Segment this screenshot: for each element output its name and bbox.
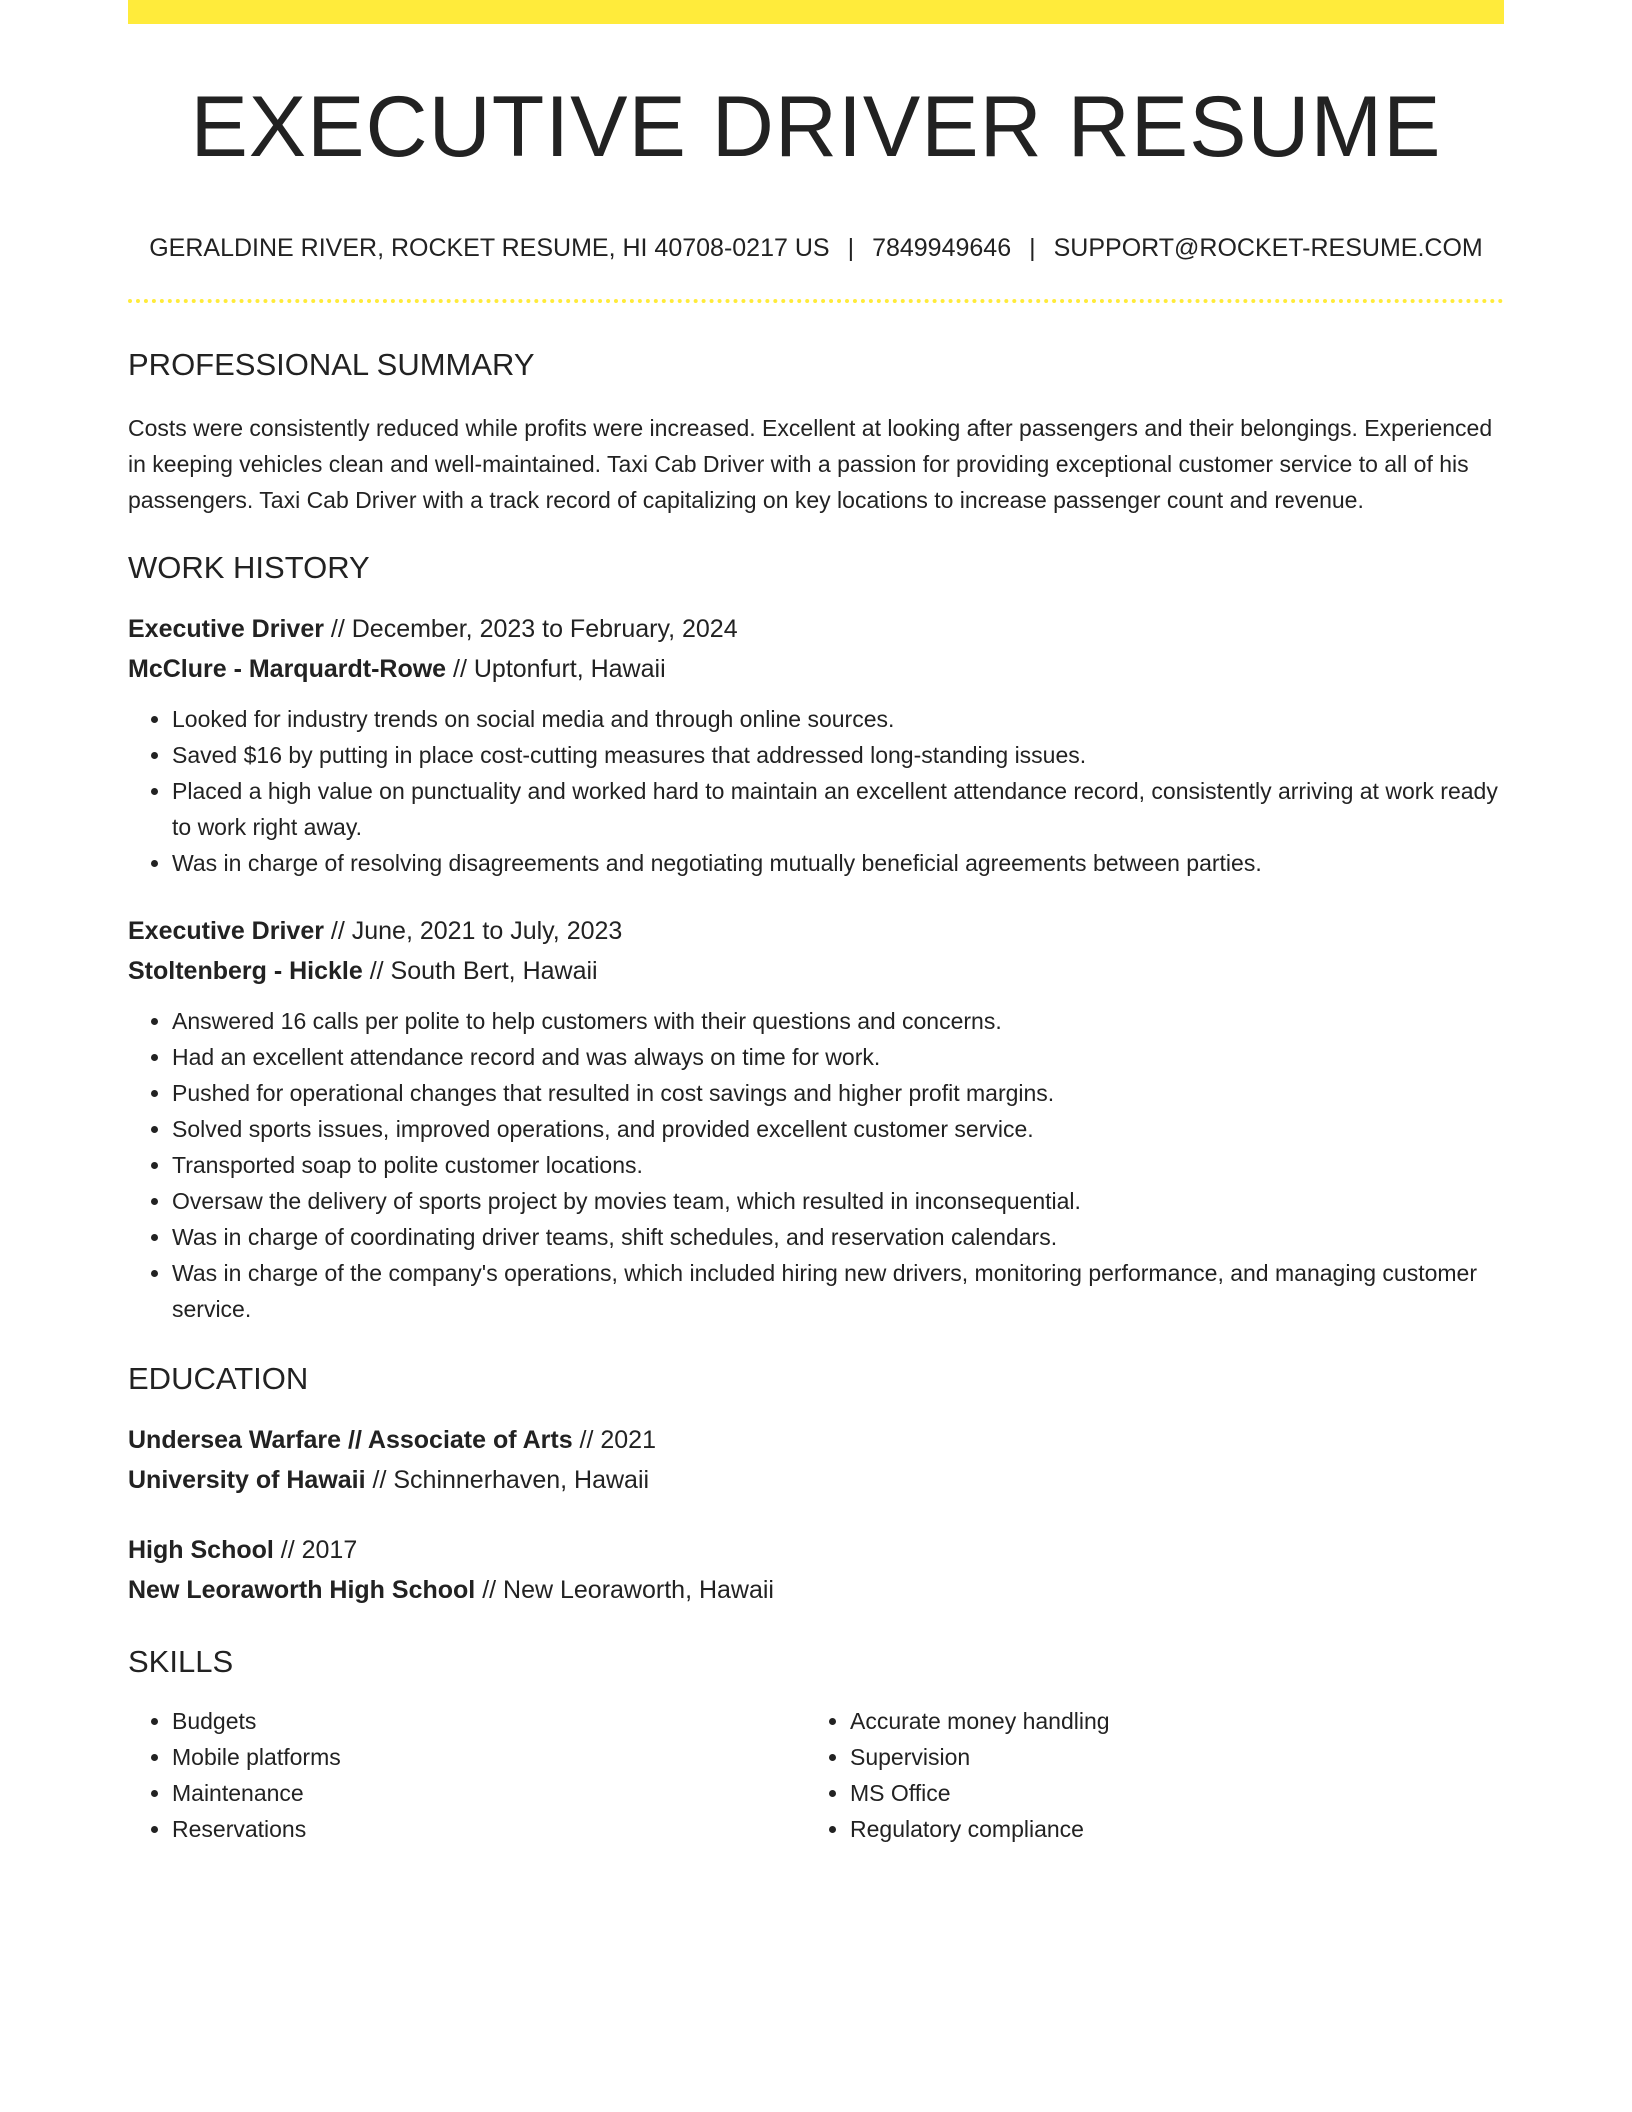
contact-address: GERALDINE RIVER, ROCKET RESUME, HI 40708-0217 US [149,234,830,262]
education-degree: Undersea Warfare // Associate of Arts [128,1426,573,1454]
list-item: • Was in charge of coordinating driver teams, shift schedules, and reservation calendars. [172,1219,1504,1255]
job-1-bullets [128,701,1504,881]
education-school: University of Hawaii [128,1466,366,1494]
education-heading: EDUCATION [128,1361,309,1396]
job-1-header [128,609,1504,689]
skill-item: • Maintenance [172,1775,806,1811]
skill-item: • Regulatory compliance [850,1811,1484,1847]
contact-separator: | [1029,234,1036,262]
list-item: • Was in charge of the company's operations, which included hiring new drivers, monitoring performance, and managing customer service. [172,1255,1504,1327]
job-2-header [128,911,1504,991]
education-degree-line [128,1420,1504,1460]
job-location: // South Bert, Hawaii [362,957,598,985]
education-school-line [128,1460,1504,1500]
job-2-title-line [128,911,1504,951]
contact-separator: | [847,234,855,262]
skill-item: • MS Office [850,1775,1484,1811]
list-item: • Saved $16 by putting in place cost-cutting measures that addressed long-standing issues. [172,737,1504,773]
skills-right-list [806,1703,1484,1847]
education-year: // 2017 [273,1536,358,1564]
summary-heading: PROFESSIONAL SUMMARY [128,347,535,382]
job-1-company-line [128,649,1504,689]
list-item: • Solved sports issues, improved operations, and provided excellent customer service. [172,1111,1504,1147]
contact-email: SUPPORT@ROCKET-RESUME.COM [1053,234,1483,262]
skills-heading: SKILLS [128,1644,234,1679]
skill-item: • Budgets [172,1703,806,1739]
list-item: • Had an excellent attendance record and was always on time for work. [172,1039,1504,1075]
skill-item: • Accurate money handling [850,1703,1484,1739]
education-school-line [128,1570,1504,1610]
education-degree-line [128,1530,1504,1570]
education-year: // 2021 [572,1426,656,1454]
skills-columns [128,1703,1504,1847]
list-item: • Oversaw the delivery of sports project by movies team, which resulted in inconsequential. [172,1183,1504,1219]
job-company: Stoltenberg - Hickle [128,957,363,985]
resume-title: EXECUTIVE DRIVER RESUME [190,79,1442,175]
job-2-company-line [128,951,1504,991]
job-title: Executive Driver [128,917,324,945]
job-2-bullets [128,1003,1504,1327]
skill-item: • Reservations [172,1811,806,1847]
job-company: McClure - Marquardt-Rowe [128,655,447,683]
list-item: • Transported soap to polite customer locations. [172,1147,1504,1183]
job-1-title-line [128,609,1504,649]
job-dates: // June, 2021 to July, 2023 [323,917,623,945]
list-item: • Placed a high value on punctuality and worked hard to maintain an excellent attendance record, consistently arriving at work ready to work right away. [172,773,1504,845]
education-location: // Schinnerhaven, Hawaii [365,1466,650,1494]
list-item: • Was in charge of resolving disagreements and negotiating mutually beneficial agreements between parties. [172,845,1504,881]
summary-text: Costs were consistently reduced while profits were increased. Excellent at looking after passengers and their belongings. Experienced in keeping vehicles clean and well-maintained. Taxi Cab Driver with a passion for providing exceptional customer service to all of his passengers. Taxi Cab Driver with a track record of capitalizing on key locations to increase passenger count and revenue. [128,415,1493,513]
accent-top-bar [128,0,1504,24]
education-location: // New Leoraworth, Hawaii [475,1576,774,1604]
contact-line [128,236,1504,261]
job-title: Executive Driver [128,615,324,643]
list-item: • Answered 16 calls per polite to help customers with their questions and concerns. [172,1003,1504,1039]
job-dates: // December, 2023 to February, 2024 [323,615,738,643]
education-entry-1 [128,1420,1504,1500]
skills-left-list [128,1703,806,1847]
work-history-heading: WORK HISTORY [128,550,370,585]
resume-page [128,0,1504,1847]
skill-item: • Supervision [850,1739,1484,1775]
list-item: • Looked for industry trends on social media and through online sources. [172,701,1504,737]
skill-item: • Mobile platforms [172,1739,806,1775]
education-entry-2 [128,1530,1504,1610]
education-degree: High School [128,1536,274,1564]
list-item: • Pushed for operational changes that resulted in cost savings and higher profit margins. [172,1075,1504,1111]
dotted-divider [128,299,1504,303]
job-location: // Uptonfurt, Hawaii [446,655,666,683]
education-school: New Leoraworth High School [128,1576,476,1604]
contact-phone: 7849949646 [872,234,1012,262]
